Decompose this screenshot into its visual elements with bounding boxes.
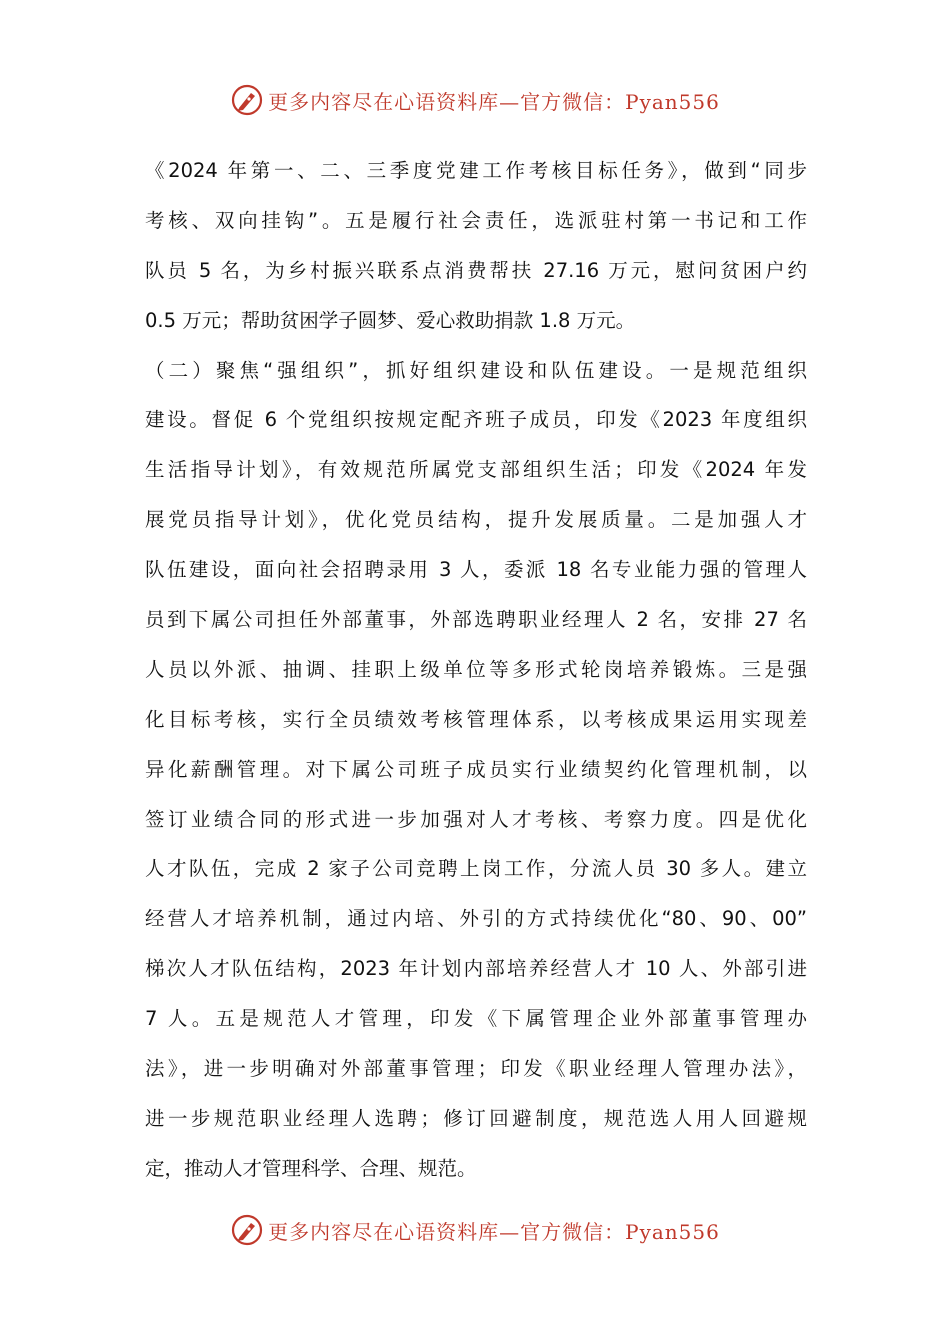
header-banner-text: 更多内容尽在心语资料库—官方微信：Pyan556: [268, 89, 720, 114]
pen-nib-logo-icon: [230, 1213, 264, 1247]
text-line: 签订业绩合同的形式进一步加强对人才考核、考察力度。四是优化: [145, 807, 807, 831]
text-line: 队伍建设，面向社会招聘录用 3 人，委派 18 名专业能力强的管理人: [145, 558, 807, 582]
text-line: 建设。督促 6 个党组织按规定配齐班子成员，印发《2023 年度组织: [145, 408, 807, 432]
text-line: 生活指导计划》，有效规范所属党支部组织生活；印发《2024 年发: [145, 458, 807, 482]
text-line: 展党员指导计划》，优化党员结构，提升发展质量。二是加强人才: [145, 508, 807, 532]
text-line: 人员以外派、抽调、挂职上级单位等多形式轮岗培养锻炼。三是强: [145, 657, 807, 681]
text-line: 《2024 年第一、二、三季度党建工作考核目标任务》，做到“同步: [145, 159, 807, 182]
footer-banner-text: 更多内容尽在心语资料库—官方微信：Pyan556: [268, 1219, 720, 1244]
text-line: 0.5 万元；帮助贫困学子圆梦、爱心救助捐款 1.8 万元。: [145, 308, 636, 332]
text-line: （二）聚焦“强组织”，抓好组织建设和队伍建设。一是规范组织: [145, 358, 807, 382]
text-line: 梯次人才队伍结构，2023 年计划内部培养经营人才 10 人、外部引进: [145, 957, 807, 981]
header-banner: [0, 80, 950, 120]
text-line: 7 人。五是规范人才管理，印发《下属管理企业外部董事管理办: [145, 1007, 807, 1031]
pen-nib-logo-icon: [230, 83, 264, 117]
text-line: 法》，进一步明确对外部董事管理；印发《职业经理人管理办法》，: [145, 1057, 807, 1081]
text-line: 员到下属公司担任外部董事，外部选聘职业经理人 2 名，安排 27 名: [145, 608, 807, 632]
text-line: 化目标考核，实行全员绩效考核管理体系，以考核成果运用实现差: [145, 707, 807, 731]
text-line: 进一步规范职业经理人选聘；修订回避制度，规范选人用人回避规: [145, 1106, 807, 1130]
text-line: 定，推动人才管理科学、合理、规范。: [145, 1156, 477, 1180]
text-line: 异化薪酬管理。对下属公司班子成员实行业绩契约化管理机制，以: [145, 757, 807, 781]
document-body: [145, 146, 807, 1194]
text-line: 经营人才培养机制，通过内培、外引的方式持续优化“80、90、00”: [145, 907, 807, 931]
text-line: 考核、双向挂钩”。五是履行社会责任，选派驻村第一书记和工作: [145, 208, 807, 232]
footer-banner: [0, 1210, 950, 1250]
text-line: 人才队伍，完成 2 家子公司竞聘上岗工作，分流人员 30 多人。建立: [145, 857, 807, 881]
text-line: 队员 5 名，为乡村振兴联系点消费帮扶 27.16 万元，慰问贫困户约: [145, 258, 807, 282]
